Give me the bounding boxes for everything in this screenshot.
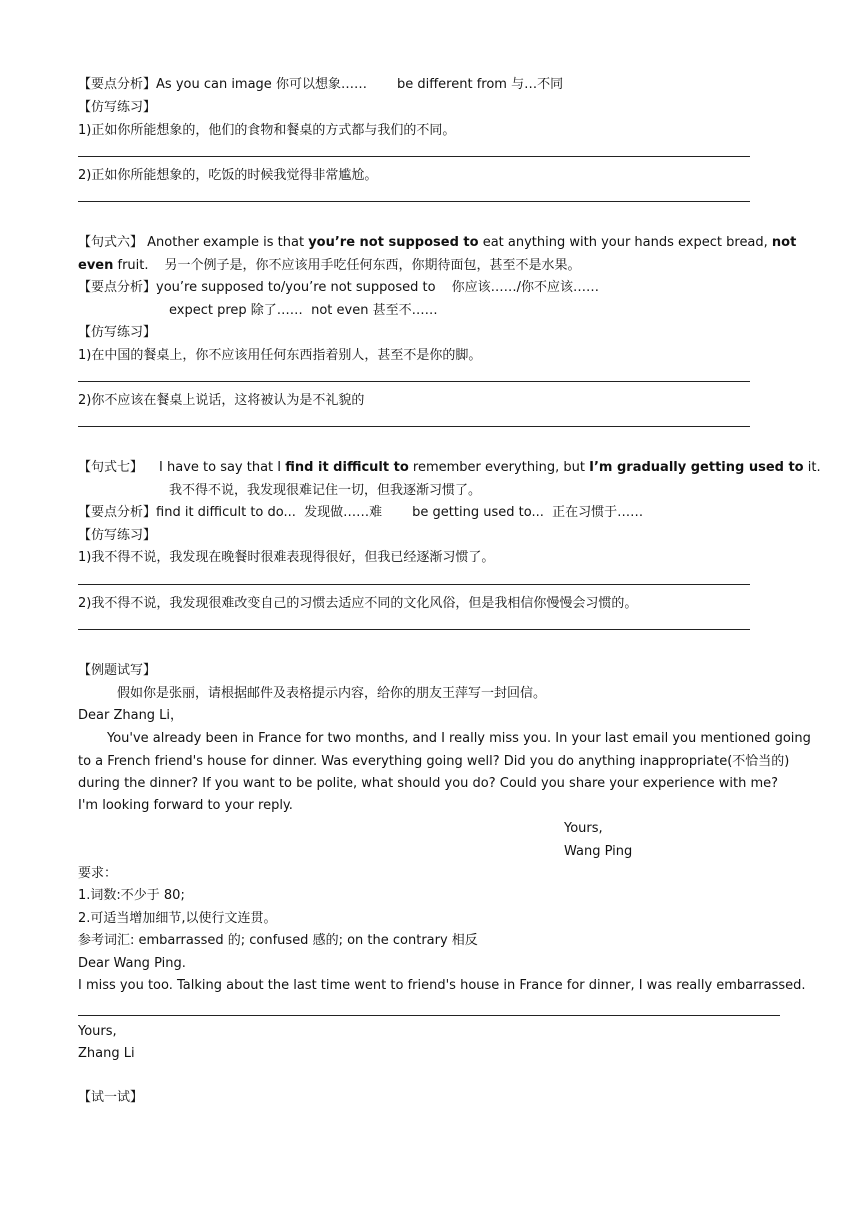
s5-answer-line-1[interactable] [78, 156, 750, 157]
s7-question-1: 1)我不得不说，我发现在晚餐时很难表现得很好，但我已经逐渐习惯了。 [78, 550, 495, 565]
s7-answer-line-2[interactable] [78, 629, 750, 630]
s7-question-2: 2)我不得不说，我发现很难改变自己的习惯去适应不同的文化风俗，但是我相信你慢慢会习惯的。 [78, 596, 638, 611]
s6-sentence-line-1: 【句式六】 Another example is that you’re not supposed to eat anything with your hands expect bread, not [78, 235, 797, 250]
s6-question-1: 1)在中国的餐桌上，你不应该用任何东西指着别人，甚至不是你的脚。 [78, 348, 482, 363]
s6-sentence-line-2: even fruit. 另一个例子是，你不应该用手吃任何东西，你期待面包，甚至不是水果。 [78, 258, 581, 273]
s5-answer-line-2[interactable] [78, 201, 750, 202]
letter-body-line-3: during the dinner? If you want to be polite, what should you do? Could you share your experience with me? [78, 776, 779, 791]
reply-body: I miss you too. Talking about the last time went to friend's house in France for dinner, I was really embarrassed. [78, 978, 806, 993]
s7-analysis-line: 【要点分析】find it difficult to do... 发现做……难 be getting used to... 正在习惯于…… [78, 505, 644, 520]
s7-translation: 我不得不说，我发现很难记住一切，但我逐渐习惯了。 [169, 483, 482, 498]
letter-body-line-2: to a French friend's house for dinner. Was everything going well? Did you do anything inappropriate(不恰当的) [78, 754, 790, 769]
requirement-1: 1.词数:不少于 80; [78, 888, 185, 903]
s6-answer-line-1[interactable] [78, 381, 750, 382]
reply-closing: Yours, [78, 1024, 117, 1039]
reply-answer-line[interactable] [78, 1015, 780, 1016]
s6-translation: 另一个例子是，你不应该用手吃任何东西，你期待面包，甚至不是水果。 [164, 258, 581, 273]
letter-body-line-4: I'm looking forward to your reply. [78, 798, 293, 813]
s6-answer-line-2[interactable] [78, 426, 750, 427]
letter-signature: Wang Ping [564, 844, 633, 859]
s5-question-2: 2)正如你所能想象的，吃饭的时候我觉得非常尴尬。 [78, 168, 378, 183]
reply-salutation: Dear Wang Ping. [78, 956, 186, 971]
analysis-tag: 【要点分析】 [78, 505, 157, 520]
example-tag: 【例题试写】 [78, 663, 157, 678]
letter-salutation: Dear Zhang Li， [78, 708, 184, 723]
s7-answer-line-1[interactable] [78, 584, 750, 585]
s5-practice-tag: 【仿写练习】 [78, 100, 157, 115]
s5-analysis-line: 【要点分析】As you can image 你可以想象…… be different from 与…不同 [78, 77, 564, 92]
reply-signature: Zhang Li [78, 1046, 135, 1061]
s7-sentence-line: 【句式七】 I have to say that I find it difficult to remember everything, but I’m gradually getting used to it. [78, 460, 821, 475]
analysis-tag: 【要点分析】 [78, 77, 157, 92]
s7-practice-tag: 【仿写练习】 [78, 528, 157, 543]
s6-question-2: 2)你不应该在餐桌上说话，这将被认为是不礼貌的 [78, 393, 365, 408]
reference-vocab: 参考词汇: embarrassed 的; confused 感的; on the contrary 相反 [78, 933, 478, 948]
s6-analysis-line: 【要点分析】you’re supposed to/you’re not supposed to 你应该……/你不应该…… [78, 280, 599, 295]
section-tag: 【句式六】 [78, 235, 144, 250]
section-tag: 【句式七】 [78, 460, 144, 475]
letter-closing: Yours, [564, 821, 603, 836]
requirements-title: 要求： [78, 866, 118, 881]
s6-analysis-line-2: expect prep 除了…… not even 甚至不…… [169, 303, 438, 318]
s5-question-1: 1)正如你所能想象的，他们的食物和餐桌的方式都与我们的不同。 [78, 123, 456, 138]
example-prompt: 假如你是张丽，请根据邮件及表格提示内容，给你的朋友王萍写一封回信。 [117, 686, 547, 701]
s6-practice-tag: 【仿写练习】 [78, 325, 157, 340]
try-tag: 【试一试】 [78, 1090, 144, 1105]
letter-body-line-1: You've already been in France for two months, and I really miss you. In your last email you mentioned going [107, 731, 811, 746]
analysis-tag: 【要点分析】 [78, 280, 157, 295]
requirement-2: 2.可适当增加细节,以使行文连贯。 [78, 911, 277, 926]
